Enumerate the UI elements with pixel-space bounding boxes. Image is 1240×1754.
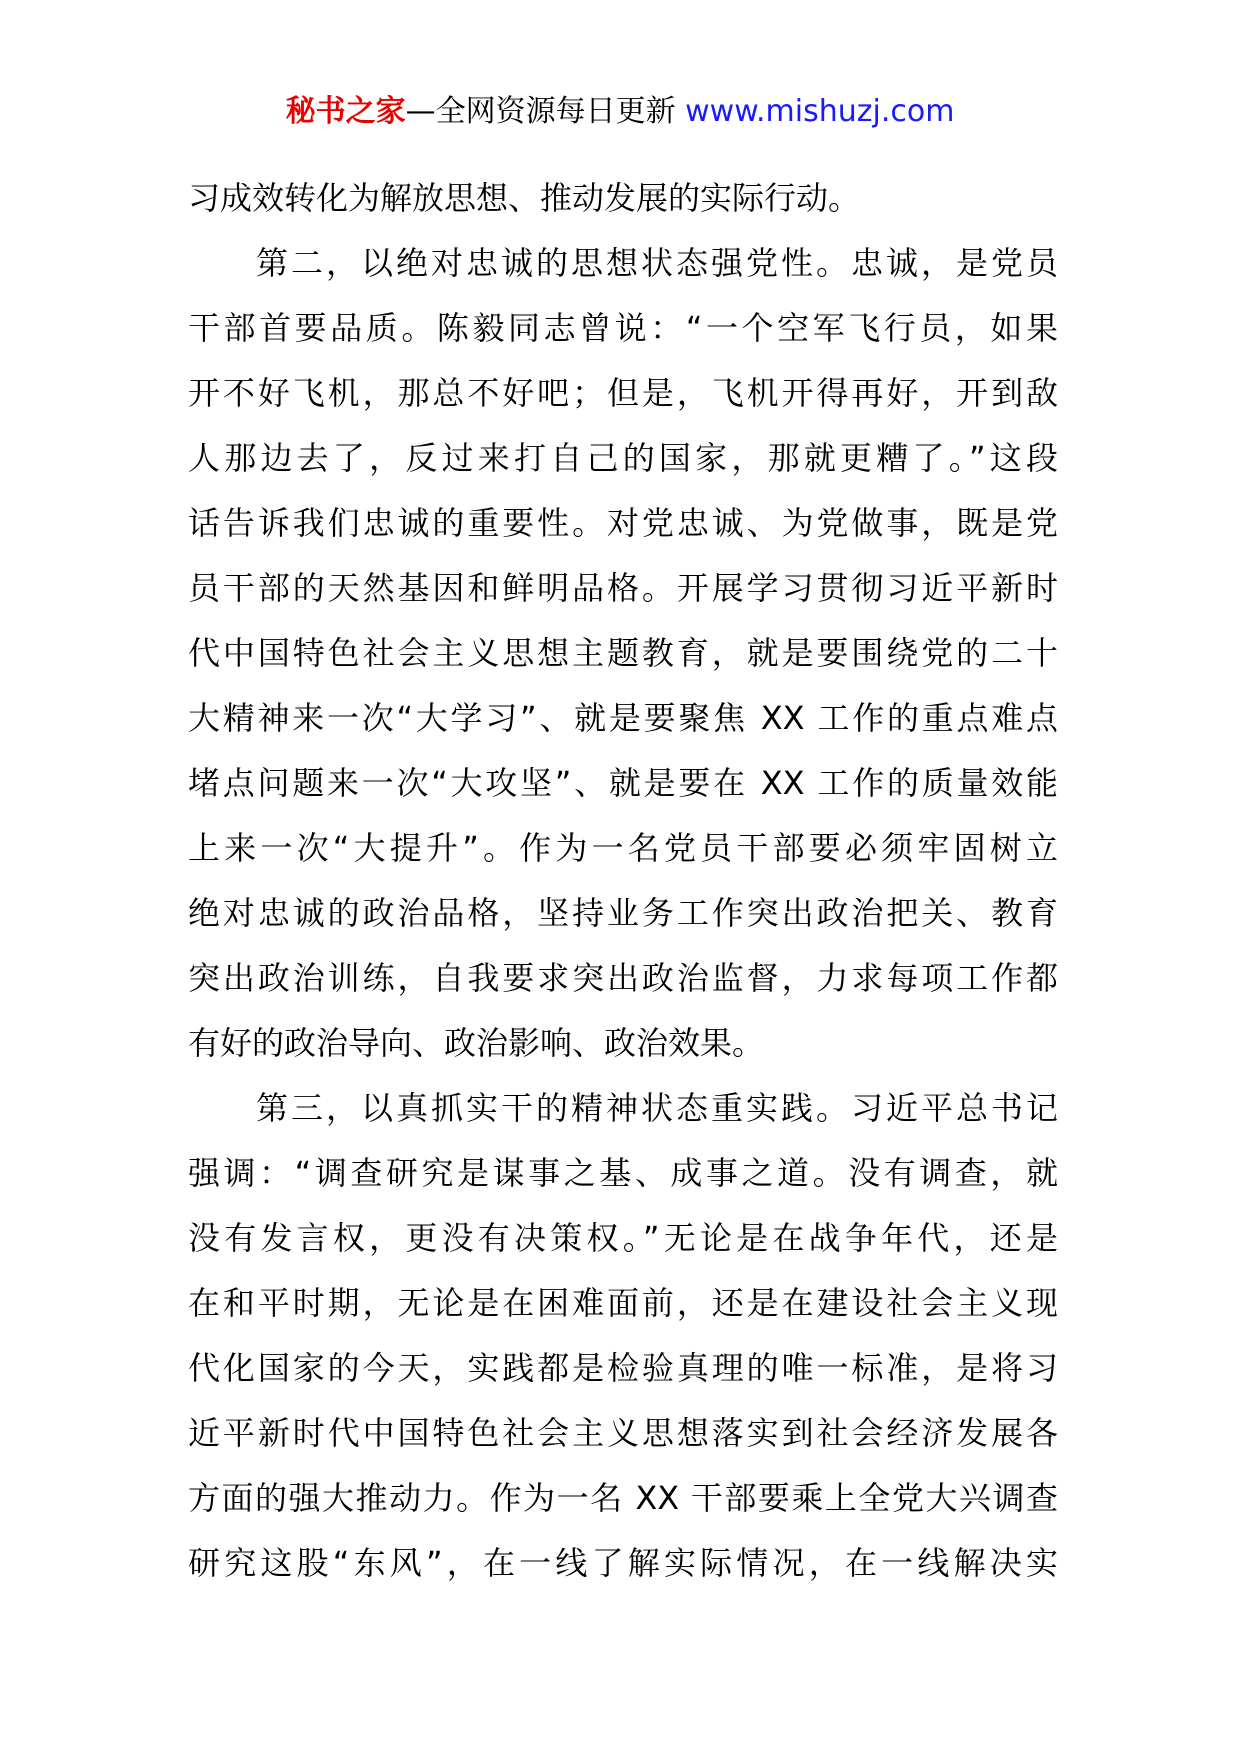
text-line: 绝对忠诚的政治品格，坚持业务工作突出政治把关、教育 [188, 894, 1058, 932]
text-line: 在和平时期，无论是在困难面前，还是在建设社会主义现 [188, 1284, 1058, 1322]
text-line: 突出政治训练，自我要求突出政治监督，力求每项工作都 [188, 959, 1058, 997]
text-line: 干部首要品质。陈毅同志曾说：“一个空军飞行员，如果 [188, 309, 1058, 347]
paragraph-start-line: 第三，以真抓实干的精神状态重实践。习近平总书记 [256, 1089, 1058, 1127]
text-line: 方面的强大推动力。作为一名 XX 干部要乘上全党大兴调查 [188, 1479, 1058, 1517]
text-line: 强调：“调查研究是谋事之基、成事之道。没有调查，就 [188, 1154, 1058, 1192]
text-line: 习成效转化为解放思想、推动发展的实际行动。 [188, 179, 861, 217]
text-line: 话告诉我们忠诚的重要性。对党忠诚、为党做事，既是党 [188, 504, 1058, 542]
text-line: 有好的政治导向、政治影响、政治效果。 [188, 1024, 765, 1062]
text-line: 上来一次“大提升”。作为一名党员干部要必须牢固树立 [188, 829, 1058, 867]
text-line: 开不好飞机，那总不好吧；但是，飞机开得再好，开到敌 [188, 374, 1058, 412]
text-line: 堵点问题来一次“大攻坚”、就是要在 XX 工作的质量效能 [188, 764, 1058, 802]
site-url[interactable]: www.mishuzj.com [685, 94, 955, 129]
text-line: 研究这股“东风”，在一线了解实际情况，在一线解决实 [188, 1544, 1058, 1582]
text-line: 代中国特色社会主义思想主题教育，就是要围绕党的二十 [188, 634, 1058, 672]
document-body [188, 166, 1058, 1596]
text-line: 近平新时代中国特色社会主义思想落实到社会经济发展各 [188, 1414, 1058, 1452]
text-line: 大精神来一次“大学习”、就是要聚焦 XX 工作的重点难点 [188, 699, 1058, 737]
paragraph-start-line: 第二，以绝对忠诚的思想状态强党性。忠诚，是党员 [256, 244, 1058, 282]
page-header [0, 92, 1240, 132]
brand-name: 秘书之家 [285, 94, 406, 129]
text-line: 人那边去了，反过来打自己的国家，那就更糟了。”这段 [188, 439, 1058, 477]
text-line: 员干部的天然基因和鲜明品格。开展学习贯彻习近平新时 [188, 569, 1058, 607]
text-line: 代化国家的今天，实践都是检验真理的唯一标准，是将习 [188, 1349, 1058, 1387]
header-tagline: —全网资源每日更新 [405, 94, 686, 129]
text-line: 没有发言权，更没有决策权。”无论是在战争年代，还是 [188, 1219, 1058, 1257]
